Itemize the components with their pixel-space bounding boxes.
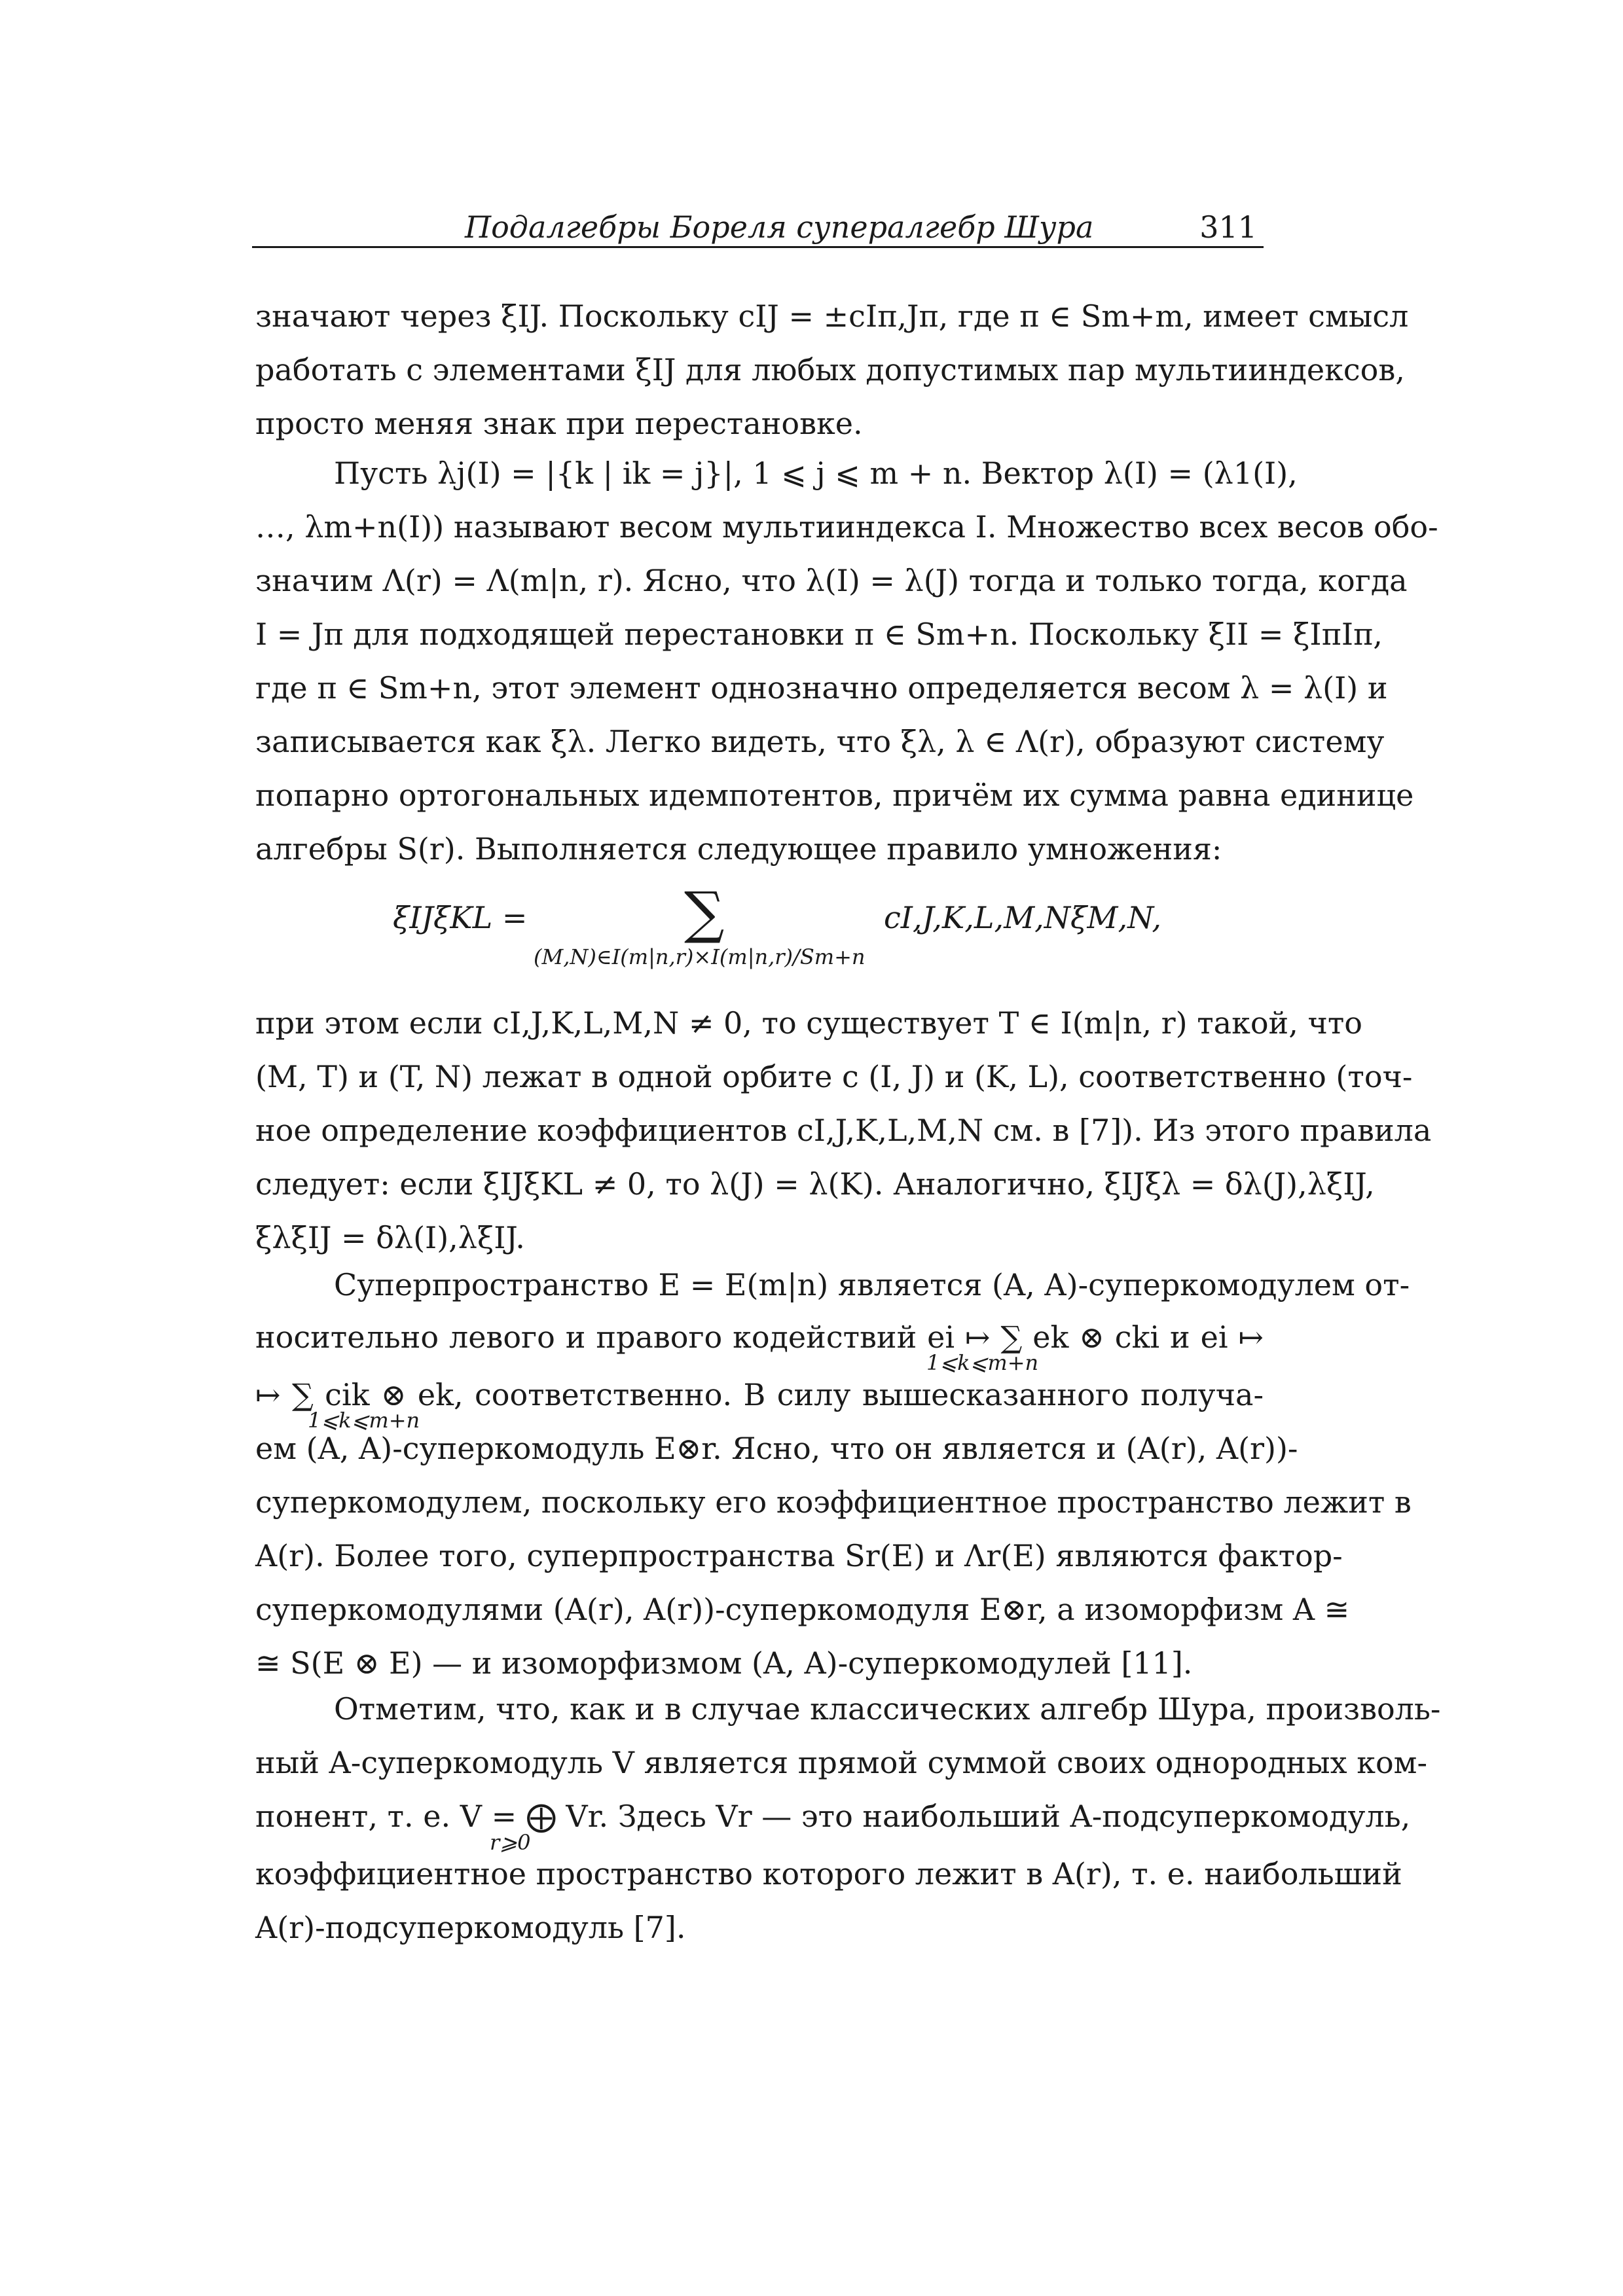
text-line: A(r)-подсуперкомодуль [7]. bbox=[255, 1910, 686, 1945]
text-line: ное определение коэффициентов cI,J,K,L,M,N см. в [7]). Из этого правила bbox=[255, 1113, 1432, 1148]
text-line: Пусть λj(I) = |{k | ik = j}|, 1 ⩽ j ⩽ m + n. Вектор λ(I) = (λ1(I), bbox=[334, 456, 1298, 491]
sum-limit: 1⩽k⩽m+n bbox=[926, 1350, 1039, 1375]
text-line: ный A-суперкомодуль V является прямой суммой своих однородных ком- bbox=[255, 1745, 1428, 1780]
text-line: A(r). Более того, суперпространства Sr(E) и Λr(E) являются фактор- bbox=[255, 1538, 1343, 1573]
display-formula bbox=[393, 880, 1178, 978]
text-line: где π ∈ Sm+n, этот элемент однозначно определяется весом λ = λ(I) и bbox=[255, 670, 1388, 706]
summation-sign: ∑ bbox=[684, 880, 725, 946]
text-line: следует: если ξIJξKL ≠ 0, то λ(J) = λ(K). Аналогично, ξIJξλ = δλ(J),λξIJ, bbox=[255, 1166, 1375, 1202]
text-line: суперкомодулем, поскольку его коэффициентное пространство лежит в bbox=[255, 1484, 1412, 1520]
text-line: работать с элементами ξIJ для любых допустимых пар мультииндексов, bbox=[255, 352, 1405, 387]
text-line: коэффициентное пространство которого лежит в A(r), т. е. наибольший bbox=[255, 1856, 1402, 1892]
text-line: понент, т. е. V = ⨁ Vr. Здесь Vr — это наибольший A-подсуперкомодуль, bbox=[255, 1799, 1411, 1834]
text-line: ↦ ∑ cik ⊗ ek, соответственно. В силу вышесказанного получа- bbox=[255, 1377, 1264, 1412]
text-line: …, λm+n(I)) называют весом мультииндекса I. Множество всех весов обо- bbox=[255, 509, 1438, 545]
text-line: ξλξIJ = δλ(I),λξIJ. bbox=[255, 1220, 525, 1255]
text-line: при этом если cI,J,K,L,M,N ≠ 0, то существует T ∈ I(m|n, r) такой, что bbox=[255, 1005, 1362, 1041]
text-line: носительно левого и правого кодействий ei ↦ ∑ ek ⊗ cki и ei ↦ bbox=[255, 1319, 1264, 1355]
summation-range: (M,N)∈I(m|n,r)×I(m|n,r)/Sm+n bbox=[534, 944, 866, 969]
text-line: ем (A, A)-суперкомодуль E⊗r. Ясно, что он является и (A(r), A(r))- bbox=[255, 1431, 1298, 1466]
text-line: суперкомодулями (A(r), A(r))-суперкомодуля E⊗r, а изоморфизм A ≅ bbox=[255, 1592, 1350, 1627]
text-line: попарно ортогональных идемпотентов, причём их сумма равна единице bbox=[255, 778, 1414, 813]
text-line: (M, T) и (T, N) лежат в одной орбите с (I, J) и (K, L), соответственно (точ- bbox=[255, 1059, 1413, 1094]
text-line: алгебры S(r). Выполняется следующее правило умножения: bbox=[255, 831, 1222, 867]
page-number: 311 bbox=[1199, 209, 1257, 245]
formula-lhs: ξIJξKL = bbox=[393, 900, 528, 935]
text-line: ≅ S(E ⊗ E) — и изоморфизмом (A, A)-суперкомодулей [11]. bbox=[255, 1645, 1193, 1681]
text-line: записывается как ξλ. Легко видеть, что ξλ, λ ∈ Λ(r), образуют систему bbox=[255, 724, 1385, 759]
text-line: просто меняя знак при перестановке. bbox=[255, 406, 863, 441]
formula-rhs: cI,J,K,L,M,NξM,N, bbox=[884, 900, 1162, 935]
sum-limit: r⩾0 bbox=[490, 1830, 531, 1855]
running-head bbox=[252, 208, 1264, 248]
sum-limit: 1⩽k⩽m+n bbox=[308, 1408, 420, 1433]
text-line: Суперпространство E = E(m|n) является (A, A)-суперкомодулем от- bbox=[334, 1267, 1410, 1302]
text-line: I = Jπ для подходящей перестановки π ∈ Sm+n. Поскольку ξII = ξIπIπ, bbox=[255, 617, 1383, 652]
text-line: Отметим, что, как и в случае классических алгебр Шура, произволь- bbox=[334, 1691, 1441, 1727]
running-title: Подалгебры Бореля супералгебр Шура bbox=[465, 209, 1094, 245]
text-line: значим Λ(r) = Λ(m|n, r). Ясно, что λ(I) = λ(J) тогда и только тогда, когда bbox=[255, 563, 1408, 598]
text-line: значают через ξIJ. Поскольку cIJ = ±cIπ,Jπ, где π ∈ Sm+m, имеет смысл bbox=[255, 298, 1409, 334]
